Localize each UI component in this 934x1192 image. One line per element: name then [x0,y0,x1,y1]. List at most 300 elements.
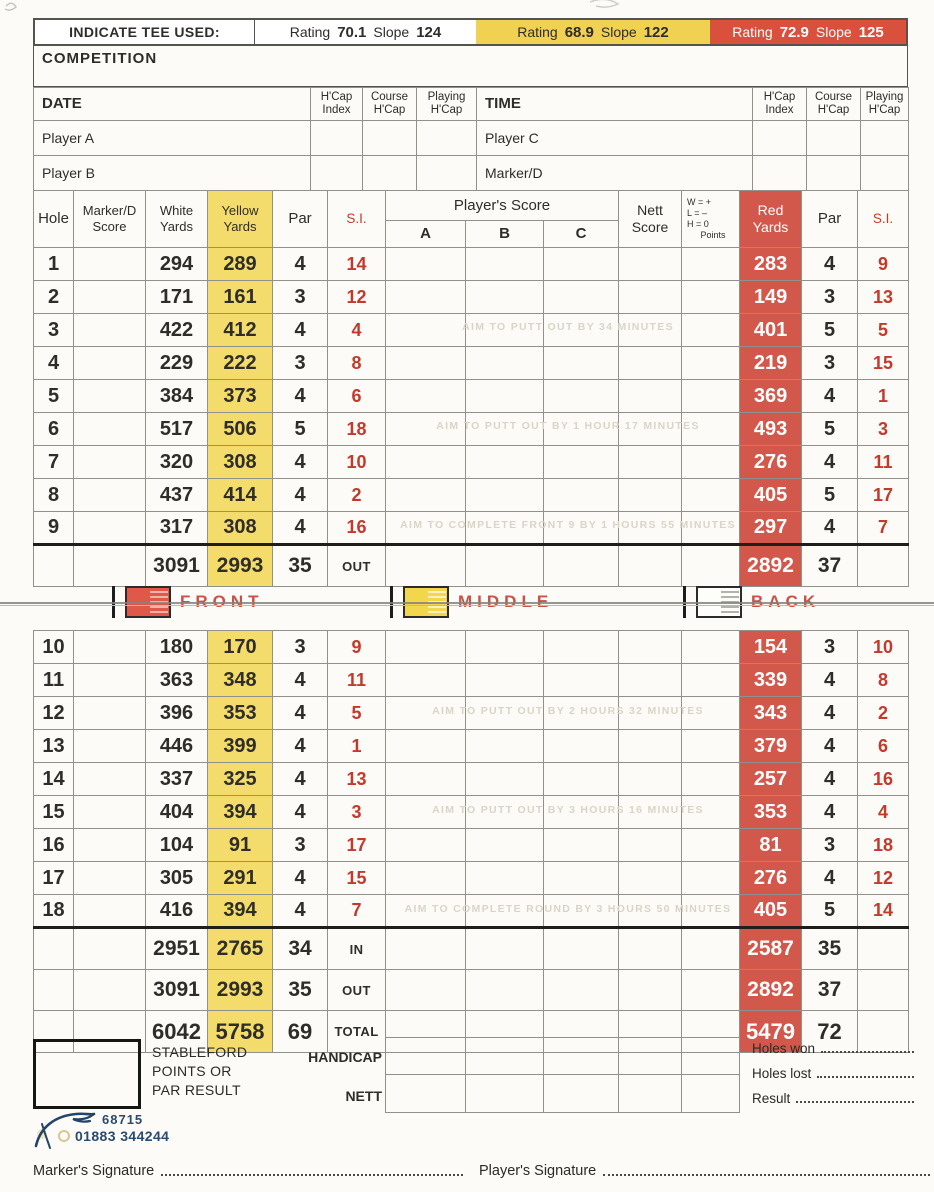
empty-cell [386,928,466,970]
red-stroke-index: 12 [858,862,909,895]
points-key-line: L = – [687,207,707,218]
red-yards: 405 [740,479,802,512]
red-yards: 379 [740,730,802,763]
dotted-leader [821,1051,914,1053]
hole-row [34,479,909,512]
par-value: 4 [273,862,328,895]
red-par-value: 5 [802,314,858,347]
stroke-index: 15 [328,862,386,895]
handicap-nett-grid [385,1037,740,1113]
yellow-yards: 394 [208,895,273,928]
stroke-index: 2 [328,479,386,512]
points-key-line: W = + [687,196,712,207]
hole-number: 1 [34,248,74,281]
result-line [752,1091,916,1106]
stroke-index: 1 [328,730,386,763]
marker-score-cell [74,281,146,314]
phone-row [58,1128,169,1144]
rating-label: Rating [289,24,331,40]
score-a-cell [386,862,466,895]
empty-cell [311,156,363,191]
white-yards: 396 [146,697,208,730]
empty-cell [74,970,146,1011]
empty-cell [74,928,146,970]
out-yellow-total: 2993 [208,970,273,1011]
player-c-label: Player C [477,121,753,156]
stroke-index: 11 [328,664,386,697]
marker-score-cell [74,829,146,862]
score-a-cell [386,479,466,512]
stroke-index-header: S.I. [328,191,386,248]
empty-cell [34,928,74,970]
yellow-slope-value: 122 [643,23,669,41]
red-par-value: 4 [802,248,858,281]
red-par-value: 3 [802,829,858,862]
marker-score-cell [74,413,146,446]
score-b-cell [466,446,544,479]
white-slope-value: 124 [416,23,442,41]
hole-header: Hole [34,191,74,248]
result-label: Result [752,1091,791,1106]
empty-cell [682,545,740,587]
hole-row [34,347,909,380]
white-yards-header [146,191,208,248]
empty-cell [861,156,909,191]
playing-hcap-header [417,88,477,121]
points-cell [682,248,740,281]
date-time-grid [33,87,909,191]
fold-line [0,602,934,604]
hole-row [34,380,909,413]
red-stroke-index: 11 [858,446,909,479]
hole-number: 9 [34,512,74,545]
red-stroke-index: 10 [858,631,909,664]
hcap-line: H'Cap [373,104,406,116]
red-par-value: 3 [802,281,858,314]
red-par-value: 4 [802,796,858,829]
hole-number: 17 [34,862,74,895]
empty-cell [34,545,74,587]
empty-cell [682,928,740,970]
player-b-row [34,156,909,191]
hole-row [34,631,909,664]
dotted-leader [796,1101,914,1103]
stroke-index: 6 [328,380,386,413]
white-yards: 229 [146,347,208,380]
yellow-rating-value: 68.9 [564,23,594,41]
hole-number: 5 [34,380,74,413]
slope-label: Slope [373,24,410,40]
points-cell [682,763,740,796]
total-yellow: 5758 [208,1011,273,1053]
red-stroke-index: 4 [858,796,909,829]
empty-cell [753,156,807,191]
hcap-line: Course [814,90,853,103]
empty-cell [466,928,544,970]
red-par-value: 4 [802,697,858,730]
red-stroke-index: 9 [858,248,909,281]
nett-label: NETT [345,1088,382,1104]
handicap-label: HANDICAP [308,1049,382,1065]
time-label: TIME [477,88,753,121]
red-par-value: 4 [802,730,858,763]
red-stroke-index: 16 [858,763,909,796]
white-yards: 404 [146,796,208,829]
indicate-tee-label: INDICATE TEE USED: [35,20,255,44]
competition-box [33,46,908,87]
hole-number: 11 [34,664,74,697]
hole-number: 6 [34,413,74,446]
empty-cell [386,1075,466,1113]
marker-score-cell [74,248,146,281]
hole-number: 10 [34,631,74,664]
score-c-cell [544,763,619,796]
white-yards: 305 [146,862,208,895]
stroke-index: 18 [328,413,386,446]
in-white-total: 2951 [146,928,208,970]
score-b-cell [466,380,544,413]
back-nine-table [33,630,909,1053]
hcap-line: H'Cap [868,104,901,116]
score-c-cell [544,446,619,479]
red-yards: 401 [740,314,802,347]
score-c-cell [544,479,619,512]
match-result-box [752,1041,916,1116]
total-red-par: 72 [802,1011,858,1053]
player-a-row [34,121,909,156]
stroke-index: 13 [328,763,386,796]
stableford-line: POINTS OR [152,1063,232,1079]
marker-signature-label: Marker's Signature [33,1163,155,1179]
stroke-index: 14 [328,248,386,281]
hole-row [34,862,909,895]
total-red: 5479 [740,1011,802,1053]
hole-number: 14 [34,763,74,796]
red-slope-value: 125 [858,23,884,41]
player-a-label: Player A [34,121,311,156]
pace-watermark: AIM TO PUTT OUT BY 3 HOURS 16 MINUTES [432,804,704,816]
hcap-index-header [753,88,807,121]
empty-cell [544,545,619,587]
empty-cell [466,545,544,587]
score-b-cell [466,479,544,512]
hole-number: 13 [34,730,74,763]
hcap-line: Index [322,104,351,116]
empty-cell [544,1038,619,1075]
score-b-cell [466,248,544,281]
red-par-value: 4 [802,512,858,545]
yellow-yards: 394 [208,796,273,829]
empty-cell [807,121,861,156]
red-par-value: 5 [802,479,858,512]
red-par-value: 5 [802,895,858,928]
empty-cell [858,928,909,970]
playing-hcap-header [861,88,909,121]
stableford-result-box [33,1039,141,1109]
player-b-label: Player B [34,156,311,191]
date-label: DATE [34,88,311,121]
score-a-cell [386,631,466,664]
empty-cell [544,970,619,1011]
red-par-value: 4 [802,862,858,895]
out-label: OUT [328,970,386,1011]
empty-cell [544,1075,619,1113]
score-a-cell [386,347,466,380]
signature-row [33,1163,930,1179]
marker-score-cell [74,314,146,347]
red-par-value: 3 [802,631,858,664]
empty-cell [619,1075,682,1113]
out-red-par-total: 37 [802,545,858,587]
empty-cell [858,970,909,1011]
empty-cell [466,1075,544,1113]
hdr-line: Score [92,219,127,234]
hole-row [34,763,909,796]
par-value: 5 [273,413,328,446]
slope-label: Slope [600,24,637,40]
red-stroke-index: 14 [858,895,909,928]
par-value: 3 [273,631,328,664]
card-number: 68715 [102,1112,144,1127]
nett-score-cell [619,829,682,862]
marker-score-cell [74,895,146,928]
score-a-cell [386,664,466,697]
out-par-total: 35 [273,545,328,587]
red-yards: 81 [740,829,802,862]
empty-cell [807,156,861,191]
red-par-value: 4 [802,664,858,697]
red-yards: 149 [740,281,802,314]
rating-label: Rating [517,24,558,40]
yellow-yards: 308 [208,512,273,545]
empty-cell [417,121,477,156]
points-cell [682,380,740,413]
player-signature-line [479,1163,930,1179]
nett-score-cell [619,763,682,796]
points-cell [682,631,740,664]
red-stroke-index: 1 [858,380,909,413]
empty-cell [363,156,417,191]
empty-cell [858,545,909,587]
hdr-line: Yards [752,219,789,235]
empty-cell [386,1038,466,1075]
points-cell [682,829,740,862]
hcap-line: Playing [427,90,466,103]
hole-row [34,730,909,763]
holes-won-label: Holes won [752,1041,816,1056]
score-c-cell [544,248,619,281]
holes-lost-label: Holes lost [752,1066,812,1081]
points-cell [682,347,740,380]
empty-cell [619,1038,682,1075]
marker-score-cell [74,479,146,512]
yellow-yards: 506 [208,413,273,446]
hole-number: 8 [34,479,74,512]
marker-signature-line [33,1163,463,1179]
par-value: 4 [273,895,328,928]
red-yards: 493 [740,413,802,446]
stroke-index: 9 [328,631,386,664]
out-label: OUT [328,545,386,587]
score-col-c-header: C [544,221,619,248]
totals-rows [34,928,909,1053]
yellow-yards: 348 [208,664,273,697]
empty-cell [619,545,682,587]
red-yards: 339 [740,664,802,697]
red-yards: 343 [740,697,802,730]
hole-number: 4 [34,347,74,380]
fold-line-shadow [0,605,934,606]
par-value: 4 [273,664,328,697]
marker-score-header [74,191,146,248]
front-nine-rows [34,248,909,545]
white-yards: 384 [146,380,208,413]
marker-score-cell [74,512,146,545]
hole-row [34,248,909,281]
white-yards: 337 [146,763,208,796]
empty-cell [386,970,466,1011]
marker-score-cell [74,446,146,479]
score-b-cell [466,347,544,380]
red-par-value: 4 [802,446,858,479]
score-b-cell [466,763,544,796]
hdr-line: Score [631,219,669,235]
score-b-cell [466,281,544,314]
players-score-header: Player's Score [386,191,619,221]
white-yards: 294 [146,248,208,281]
slope-label: Slope [815,24,852,40]
stroke-index-header: S.I. [858,191,909,248]
red-rating-value: 72.9 [779,23,809,41]
out-yellow-total: 2993 [208,545,273,587]
empty-cell [753,121,807,156]
hole-number: 16 [34,829,74,862]
points-cell [682,862,740,895]
in-par-total: 34 [273,928,328,970]
empty-cell [386,545,466,587]
hcap-line: H'Cap [817,104,850,116]
pace-watermark: AIM TO COMPLETE ROUND BY 3 HOURS 50 MINUTES [404,903,732,915]
holes-won-line [752,1041,916,1056]
points-key-line: H = 0 [687,219,709,229]
red-stroke-index: 18 [858,829,909,862]
hole-row [34,664,909,697]
yellow-yards: 414 [208,479,273,512]
out-par-total: 35 [273,970,328,1011]
empty-cell [682,1038,740,1075]
white-yards: 437 [146,479,208,512]
par-value: 4 [273,314,328,347]
points-cell [682,664,740,697]
white-rating-value: 70.1 [337,23,367,41]
empty-cell [619,928,682,970]
score-a-cell [386,763,466,796]
red-par-value: 5 [802,413,858,446]
red-par-value: 4 [802,380,858,413]
stroke-index: 4 [328,314,386,347]
par-value: 4 [273,763,328,796]
nett-score-cell [619,347,682,380]
red-yards: 154 [740,631,802,664]
points-cell [682,730,740,763]
nett-score-cell [619,248,682,281]
stroke-index: 3 [328,796,386,829]
stroke-index: 7 [328,895,386,928]
yellow-yards: 399 [208,730,273,763]
red-yards: 219 [740,347,802,380]
nett-score-cell [619,631,682,664]
nett-score-header [619,191,682,248]
course-hcap-header [363,88,417,121]
hdr-line: Yellow [221,203,259,219]
score-a-cell [386,446,466,479]
par-header: Par [802,191,858,248]
out-white-total: 3091 [146,970,208,1011]
hole-row [34,829,909,862]
marker-score-cell [74,631,146,664]
red-yards: 276 [740,446,802,479]
total-white: 6042 [146,1011,208,1053]
points-cell [682,281,740,314]
score-b-cell [466,664,544,697]
course-hcap-header [807,88,861,121]
dotted-leader [161,1174,463,1176]
score-col-a-header: A [386,221,466,248]
score-b-cell [466,730,544,763]
hcap-line: H'Cap [320,90,353,103]
score-c-cell [544,664,619,697]
hole-number: 7 [34,446,74,479]
marker-score-cell [74,796,146,829]
hole-row [34,281,909,314]
phone-icon [58,1130,70,1142]
hcap-line: Course [370,90,409,103]
score-c-cell [544,281,619,314]
white-yards: 363 [146,664,208,697]
empty-cell [34,970,74,1011]
score-a-cell [386,281,466,314]
nett-score-cell [619,862,682,895]
empty-cell [417,156,477,191]
points-cell [682,446,740,479]
back-nine-rows [34,631,909,928]
nett-score-cell [619,281,682,314]
white-yards: 517 [146,413,208,446]
handicap-row [386,1038,740,1075]
empty-cell [466,970,544,1011]
hcap-line: H'Cap [430,104,463,116]
hole-number: 3 [34,314,74,347]
stroke-index: 16 [328,512,386,545]
red-yards: 283 [740,248,802,281]
par-value: 4 [273,248,328,281]
pace-watermark: AIM TO PUTT OUT BY 1 HOUR 17 MINUTES [436,420,700,432]
nett-score-cell [619,446,682,479]
yellow-yards: 170 [208,631,273,664]
hdr-line: Marker/D [82,203,137,219]
hcap-index-header [311,88,363,121]
score-col-b-header: B [466,221,544,248]
yellow-yards: 222 [208,347,273,380]
empty-cell [682,970,740,1011]
empty-cell [311,121,363,156]
scan-artifacts [0,0,934,40]
score-c-cell [544,730,619,763]
nett-score-cell [619,479,682,512]
yellow-yards: 308 [208,446,273,479]
red-stroke-index: 8 [858,664,909,697]
hdr-line: Yards [160,219,193,234]
